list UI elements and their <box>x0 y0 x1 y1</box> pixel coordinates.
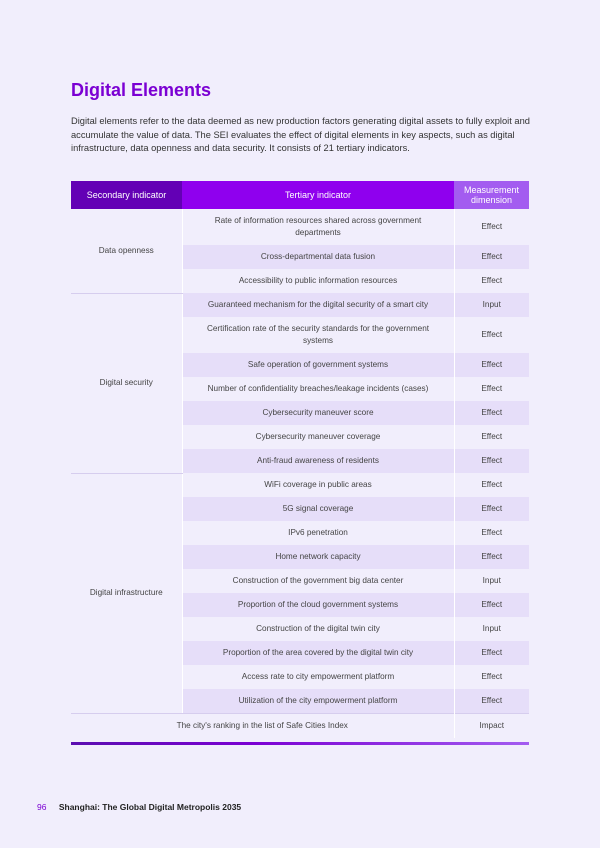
tertiary-indicator-cell: Home network capacity <box>182 545 454 569</box>
header-tertiary-indicator: Tertiary indicator <box>182 181 454 209</box>
tertiary-indicator-cell: Construction of the government big data center <box>182 569 454 593</box>
tertiary-indicator-cell: Construction of the digital twin city <box>182 617 454 641</box>
indicator-table <box>71 181 529 738</box>
measurement-cell: Effect <box>481 528 503 537</box>
group-label-data-openness: Data openness <box>71 209 182 293</box>
tertiary-indicator-cell: Utilization of the city empowerment platform <box>182 689 454 713</box>
tertiary-indicator-cell: IPv6 penetration <box>182 521 454 545</box>
measurement-cell: Effect <box>481 222 503 231</box>
tertiary-indicator-cell: 5G signal coverage <box>182 497 454 521</box>
table-bottom-rule <box>71 742 529 745</box>
table-row <box>71 293 529 317</box>
tertiary-indicator-cell: Proportion of the area covered by the digital twin city <box>182 641 454 665</box>
measurement-cell: Effect <box>454 641 529 665</box>
tertiary-indicator-cell: Certification rate of the security standards for the government systems <box>182 317 454 353</box>
ranking-indicator-cell: The city's ranking in the list of Safe Cities Index <box>71 713 454 738</box>
measurement-cell: Input <box>454 293 529 317</box>
ranking-measurement-cell: Impact <box>454 713 529 738</box>
measurement-cell: Effect <box>454 689 529 713</box>
measurement-cell: Effect <box>454 593 529 617</box>
header-measurement-dimension: Measurement dimension <box>454 181 529 209</box>
tertiary-indicator-cell: Safe operation of government systems <box>182 353 454 377</box>
measurement-cell: Effect <box>481 330 503 339</box>
section-intro: Digital elements refer to the data deemed as new production factors generating digital assets to fully exploit and accumulate the value of data. The SEI evaluates the effect of digital elements in key aspects, such as digital infrastructure, data openness and data security. It consists of 21 tertiary indicators. <box>71 116 530 153</box>
tertiary-indicator-cell: Cybersecurity maneuver coverage <box>182 425 454 449</box>
tertiary-indicator-cell: Accessibility to public information resources <box>182 269 454 293</box>
measurement-cell: Effect <box>454 353 529 377</box>
measurement-cell: Effect <box>481 276 503 285</box>
table-row <box>71 473 529 497</box>
group-label-digital-security: Digital security <box>71 293 182 473</box>
measurement-cell: Input <box>482 576 501 585</box>
measurement-cell: Effect <box>454 401 529 425</box>
measurement-cell: Effect <box>481 480 503 489</box>
measurement-cell: Effect <box>481 384 503 393</box>
measurement-cell: Input <box>482 624 501 633</box>
tertiary-indicator-cell: Proportion of the cloud government systems <box>182 593 454 617</box>
tertiary-indicator-cell: Anti-fraud awareness of residents <box>182 449 454 473</box>
group-label-digital-infrastructure: Digital infrastructure <box>71 473 182 713</box>
tertiary-indicator-cell: Guaranteed mechanism for the digital security of a smart city <box>182 293 454 317</box>
table-row-ranking <box>71 713 529 738</box>
header-secondary-indicator: Secondary indicator <box>71 181 182 209</box>
page-number: 96 <box>37 802 47 812</box>
measurement-cell: Effect <box>454 497 529 521</box>
section-title: Digital Elements <box>71 80 212 100</box>
measurement-cell: Effect <box>454 545 529 569</box>
tertiary-indicator-cell: WiFi coverage in public areas <box>182 473 454 497</box>
tertiary-indicator-cell: Cross-departmental data fusion <box>182 245 454 269</box>
table-row <box>71 209 529 245</box>
tertiary-indicator-cell: Number of confidentiality breaches/leakage incidents (cases) <box>182 377 454 401</box>
publication-title: Shanghai: The Global Digital Metropolis 2035 <box>58 802 242 812</box>
tertiary-indicator-cell: Rate of information resources shared across government departments <box>182 209 454 245</box>
tertiary-indicator-cell: Cybersecurity maneuver score <box>182 401 454 425</box>
tertiary-indicator-cell: Access rate to city empowerment platform <box>182 665 454 689</box>
measurement-cell: Effect <box>454 245 529 269</box>
measurement-cell: Effect <box>481 672 503 681</box>
measurement-cell: Effect <box>481 432 503 441</box>
measurement-cell: Effect <box>454 449 529 473</box>
page-footer <box>37 802 241 812</box>
